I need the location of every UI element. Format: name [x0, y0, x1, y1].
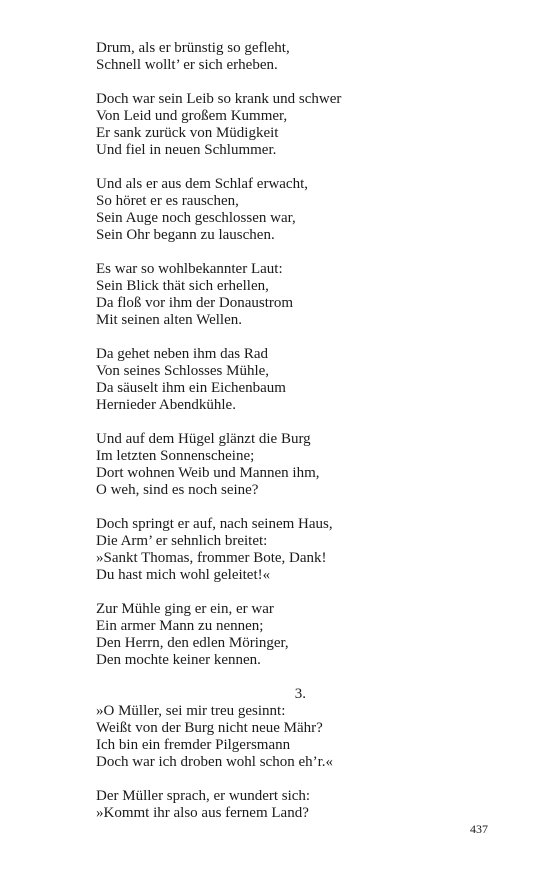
page-number: 437: [470, 822, 488, 836]
verse-line: Ich bin ein fremder Pilgersmann: [96, 737, 291, 753]
verse-line: Im letzten Sonnenscheine;: [96, 448, 255, 464]
verse-line: Von Leid und großem Kummer,: [96, 108, 288, 124]
verse-line: Du hast mich wohl geleitet!«: [96, 567, 271, 583]
verse-line: Doch war ich droben wohl schon eh’r.«: [96, 754, 334, 770]
verse-line: Da floß vor ihm der Donaustrom: [96, 295, 294, 311]
verse-line: Zur Mühle ging er ein, er war: [96, 601, 274, 617]
verse-line: Der Müller sprach, er wundert sich:: [96, 788, 311, 804]
verse-line: Ein armer Mann zu nennen;: [96, 618, 264, 634]
stanza: [96, 703, 426, 771]
verse-line: Die Arm’ er sehnlich breitet:: [96, 533, 268, 549]
verse-line: Hernieder Abendkühle.: [96, 397, 236, 413]
poem-part-before: [96, 40, 426, 669]
stanza: [96, 176, 426, 244]
verse-line: Da gehet neben ihm das Rad: [96, 346, 269, 362]
verse-line: Sein Ohr begann zu lauschen.: [96, 227, 275, 243]
stanza: [96, 91, 426, 159]
poem-text: [96, 40, 426, 839]
verse-line: Und als er aus dem Schlaf erwacht,: [96, 176, 309, 192]
poem-part-after: [96, 703, 426, 822]
stanza: [96, 261, 426, 329]
verse-line: Den mochte keiner kennen.: [96, 652, 261, 668]
verse-line: Und fiel in neuen Schlummer.: [96, 142, 277, 158]
verse-line: Dort wohnen Weib und Mannen ihm,: [96, 465, 320, 481]
verse-line: Doch war sein Leib so krank und schwer: [96, 91, 342, 107]
verse-line: Weißt von der Burg nicht neue Mähr?: [96, 720, 323, 736]
verse-line: Den Herrn, den edlen Möringer,: [96, 635, 289, 651]
verse-line: Sein Blick thät sich erhellen,: [96, 278, 269, 294]
verse-line: »Sankt Thomas, frommer Bote, Dank!: [96, 550, 327, 566]
verse-line: Doch springt er auf, nach seinem Haus,: [96, 516, 333, 532]
verse-line: O weh, sind es noch seine?: [96, 482, 259, 498]
verse-line: Da säuselt ihm ein Eichenbaum: [96, 380, 286, 396]
stanza: [96, 431, 426, 499]
verse-line: Von seines Schlosses Mühle,: [96, 363, 270, 379]
stanza: [96, 346, 426, 414]
verse-line: »O Müller, sei mir treu gesinnt:: [96, 703, 286, 719]
section-number: 3.: [294, 686, 306, 702]
verse-line: Mit seinen alten Wellen.: [96, 312, 242, 328]
stanza: [96, 516, 426, 584]
verse-line: Drum, als er brünstig so gefleht,: [96, 40, 290, 56]
verse-line: Schnell wollt’ er sich erheben.: [96, 57, 278, 73]
verse-line: »Kommt ihr also aus fernem Land?: [96, 805, 309, 821]
stanza: [96, 601, 426, 669]
verse-line: Es war so wohlbekannter Laut:: [96, 261, 283, 277]
verse-line: So höret er es rauschen,: [96, 193, 239, 209]
stanza: [96, 40, 426, 74]
verse-line: Er sank zurück von Müdigkeit: [96, 125, 279, 141]
stanza: [96, 788, 426, 822]
verse-line: Sein Auge noch geschlossen war,: [96, 210, 296, 226]
verse-line: Und auf dem Hügel glänzt die Burg: [96, 431, 311, 447]
